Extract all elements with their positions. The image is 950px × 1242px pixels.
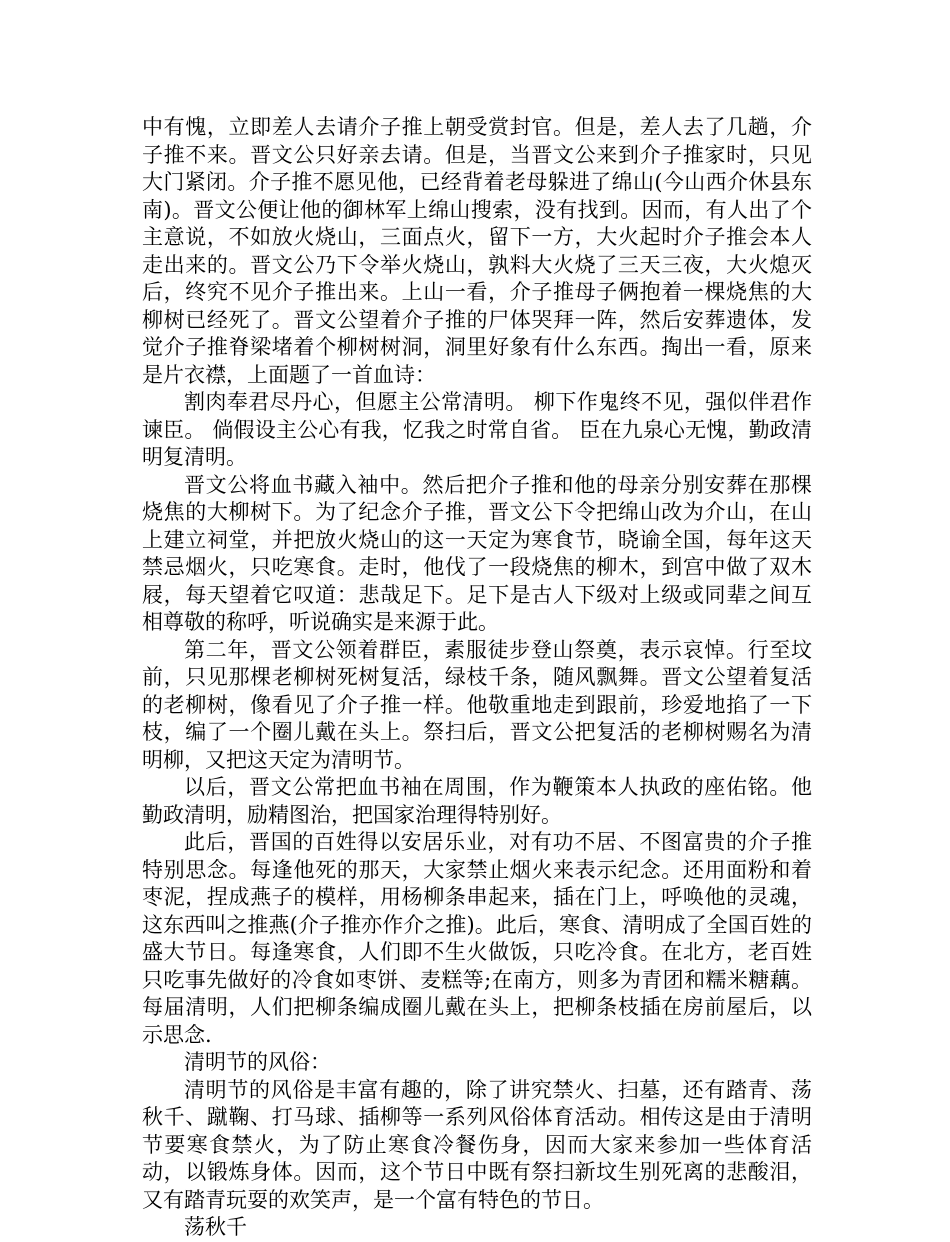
paragraph-cold-food-festival: 晋文公将血书藏入袖中。然后把介子推和他的母亲分别安葬在那棵烧焦的大柳树下。为了纪念介子推，晋文公下令把绵山改为介山，在山上建立祠堂，并把放火烧山的这一天定为寒食节，晓谕全国，每年这天禁忌烟火，只吃寒食。走时，他伐了一段烧焦的柳木，到宫中做了双木屐，每天望着它叹道：悲哉足下。足下是古人下级对上级或同辈之间互相尊敬的称呼，听说确实是来源于此。 (142, 472, 812, 634)
paragraph-customs-description: 清明节的风俗是丰富有趣的，除了讲究禁火、扫墓，还有踏青、荡秋千、蹴鞠、打马球、插柳等一系列风俗体育活动。相传这是由于清明节要寒食禁火，为了防止寒食冷餐伤身，因而大家来参加一些体育活动，以锻炼身体。因而，这个节日中既有祭扫新坟生别死离的悲酸泪，又有踏青玩耍的欢笑声，是一个富有特色的节日。 (142, 1077, 812, 1212)
paragraph-customs-origin: 此后，晋国的百姓得以安居乐业，对有功不居、不图富贵的介子推特别思念。每逢他死的那天，大家禁止烟火来表示纪念。还用面粉和着枣泥，捏成燕子的模样，用杨柳条串起来，插在门上，呼唤他的灵魂，这东西叫之推燕(介子推亦作介之推)。此后，寒食、清明成了全国百姓的盛大节日。每逢寒食，人们即不生火做饭，只吃冷食。在北方，老百姓只吃事先做好的冷食如枣饼、麦糕等;在南方，则多为青团和糯米糖藕。每届清明，人们把柳条编成圈儿戴在头上，把柳条枝插在房前屋后，以示思念. (142, 830, 812, 1047)
document-page (142, 114, 812, 1242)
paragraph-story-continuation: 中有愧，立即差人去请介子推上朝受赏封官。但是，差人去了几趟，介子推不来。晋文公只好亲去请。但是，当晋文公来到介子推家时，只见大门紧闭。介子推不愿见他，已经背着老母躲进了绵山(今山西介休县东南)。晋文公便让他的御林军上绵山搜索，没有找到。因而，有人出了个主意说，不如放火烧山，三面点火，留下一方，大火起时介子推会本人走出来的。晋文公乃下令举火烧山，孰料大火烧了三天三夜，大火熄灭后，终究不见介子推出来。上山一看，介子推母子俩抱着一棵烧焦的大柳树已经死了。晋文公望着介子推的尸体哭拜一阵，然后安葬遗体，发觉介子推脊梁堵着个柳树树洞，洞里好象有什么东西。掏出一看，原来是片衣襟，上面题了一首血诗： (142, 115, 812, 387)
paragraph-motto: 以后，晋文公常把血书袖在周围，作为鞭策本人执政的座佑铭。他勤政清明，励精图治，把国家治理得特别好。 (142, 775, 812, 827)
section-heading-swing: 荡秋千 (184, 1215, 247, 1239)
paragraph-blood-poem: 割肉奉君尽丹心，但愿主公常清明。 柳下作鬼终不见，强似伴君作谏臣。 倘假设主公心有我，忆我之时常自省。 臣在九泉心无愧，勤政清明复清明。 (142, 390, 812, 469)
paragraph-second-year: 第二年，晋文公领着群臣，素服徒步登山祭奠，表示哀悼。行至坟前，只见那棵老柳树死树复活，绿枝千条，随风飘舞。晋文公望着复活的老柳树，像看见了介子推一样。他敬重地走到跟前，珍爱地掐了一下枝，编了一个圈儿戴在头上。祭扫后，晋文公把复活的老柳树赐名为清明柳，又把这天定为清明节。 (142, 637, 812, 772)
section-heading-customs: 清明节的风俗： (184, 1050, 331, 1074)
